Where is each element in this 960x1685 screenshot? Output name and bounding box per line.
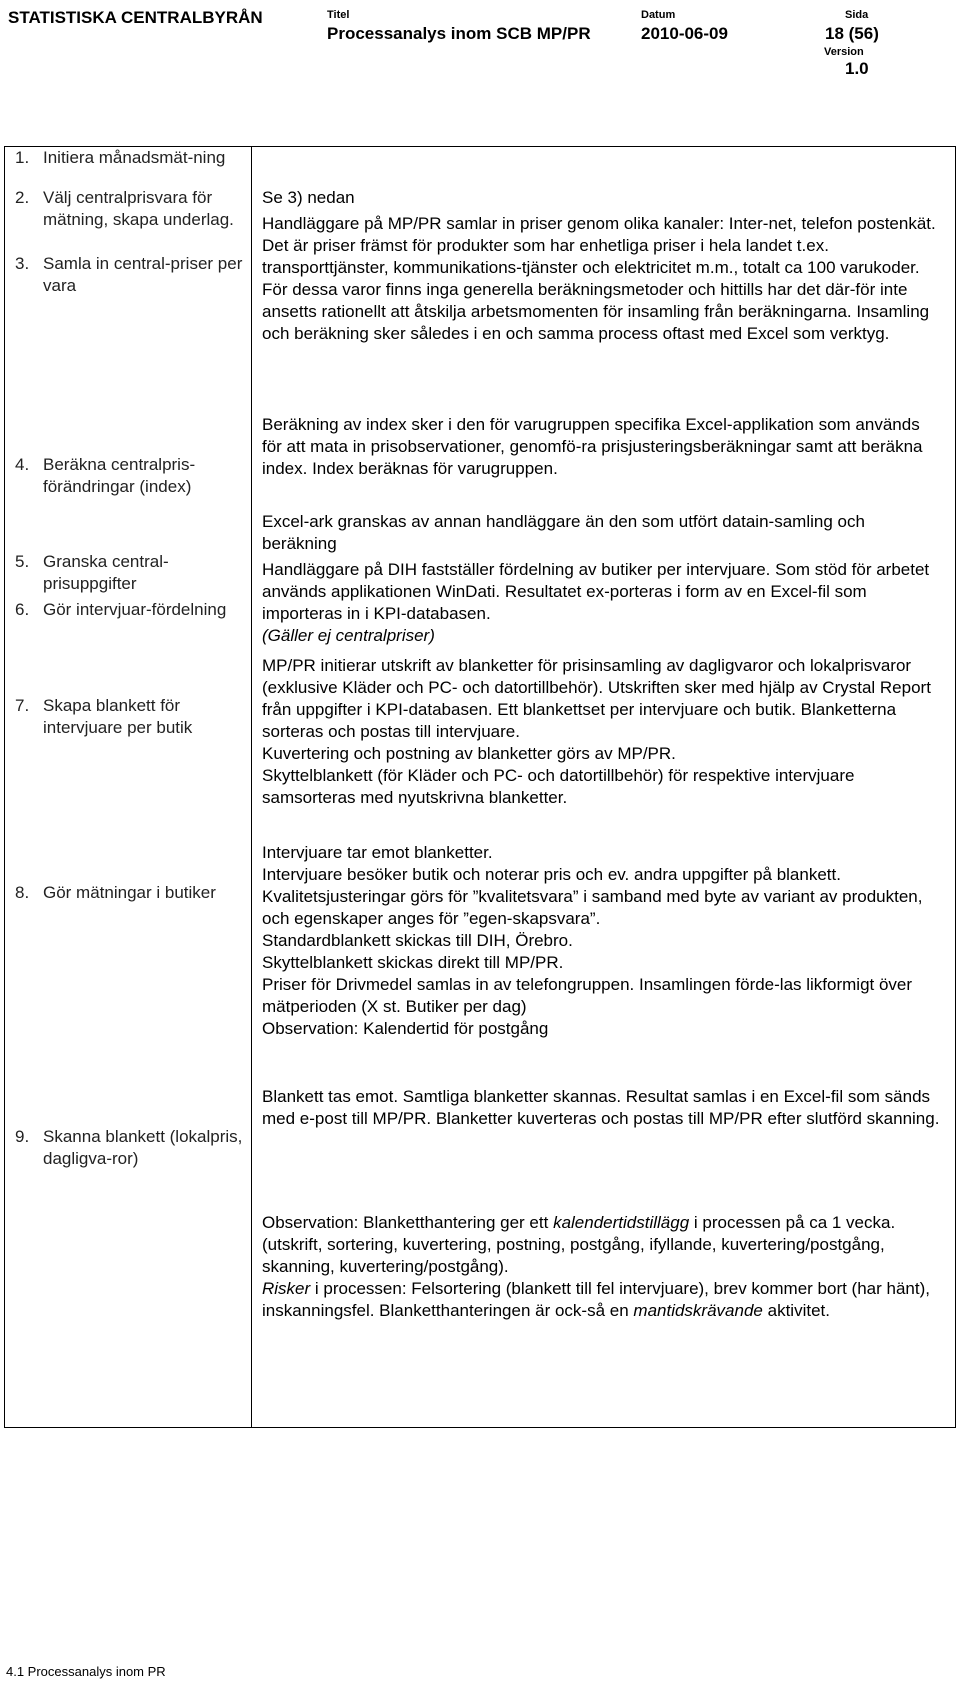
step-4: 4. Beräkna centralpris-förändringar (index) [15,455,196,496]
observation-text: Observation: Blanketthantering ger ett kalendertidstillägg i processen på ca 1 vecka. (utskrift, sortering, kuvertering, postning, postgång, ifyllande, kuvertering/postgång, skanning, kuvertering/postgång). [262,1213,896,1276]
descriptions-column [252,147,956,1428]
risk-text: Risker i processen: Felsortering (blankett till fel intervjuare), brev kommer bort (har hänt), inskanningsfel. Blanketthanteringen är ock-så en mantidskrävande aktivitet. [262,1279,930,1320]
page-footer: 4.1 Processanalys inom PR [6,1664,166,1679]
step-5: 5. Granska central-prisuppgifter [15,552,169,593]
desc-step-5: Excel-ark granskas av annan handläggare än den som utfört datain-samling och beräkning [262,512,865,553]
page-header [0,0,960,80]
process-table [4,146,956,1428]
organization-name: STATISTISKA CENTRALBYRÅN [8,8,263,27]
desc-step-6: Handläggare på DIH fastställer fördelning av butiker per intervjuare. Som stöd för arbetet används applikationen WinDati. Resultatet ex-porteras i form av en Excel-fil som importeras in i KPI-databasen. (Gäller ej centralpriser) [252,559,955,655]
step-3: 3. Samla in central-priser per vara [15,254,243,295]
title-label: Titel [327,9,350,21]
date-label: Datum [641,9,676,21]
scope-note: (Gäller ej centralpriser) [262,626,435,645]
document-date: 2010-06-09 [641,24,728,43]
page-number: 18 (56) [825,24,879,43]
desc-step-8: Intervjuare tar emot blanketter. Intervjuare besöker butik och noterar pris och ev. andra uppgifter på blankett. Kvalitetsjusteringar görs för ”kvalitetsvara” i samband med byte av variant av produkten, och egenskaper anges för ”egen-skapsvara”. Standardblankett skickas till DIH, Örebro. Skyttelblankett skickas direkt till MP/PR. Priser för Drivmedel samlas in av telefongruppen. Insamlingen förde-las likformigt över mätperioden (X st. Butiker per dag) Observation: Kalendertid för postgång [262,843,923,1038]
step-2: 2. Välj centralprisvara för mätning, skapa underlag. [15,188,234,229]
desc-step-4: Beräkning av index sker i den för varugruppen specifika Excel-applikation som används för att mata in prisobservationer, genomfö-ra prisjusteringsberäkningar samt att beräkna index. Index beräknas för varugruppen. [262,415,923,478]
desc-step-9: Blankett tas emot. Samtliga blanketter skannas. Resultat samlas i en Excel-fil som sänds med e-post till MP/PR. Blanketter kuverteras och postas till MP/PR efter slutförd skanning. [262,1087,940,1128]
steps-blank [5,1236,251,1427]
step-1: 1. Initiera månadsmät-ning [15,148,226,167]
desc-step-7: MP/PR initierar utskrift av blanketter för prisinsamling av dagligvaror och lokalprisvaror (exklusive Kläder och PC- och datortillbehör). Utskriften sker med hjälp av Crystal Report från uppgifter i KPI-databasen. Ett blankettset per intervjuare och butik. Blanketterna sorteras och postas till intervjuare. Kuvertering och postning av blanketter görs av MP/PR. Skyttelblankett (för Kläder och PC- och datortillbehör) för respektive intervjuare samsorteras med nyutskrivna blanketter. [262,656,931,807]
steps-column [5,147,252,1428]
version-label: Version [824,46,864,58]
process-row [5,147,956,1428]
version-number: 1.0 [845,59,869,78]
step-8: 8. Gör mätningar i butiker [15,883,216,902]
observation-block [252,1196,955,1387]
document-title: Processanalys inom SCB MP/PR [327,24,591,43]
page-label: Sida [845,9,869,21]
step-9: 9. Skanna blankett (lokalpris, dagligva-ror) [15,1127,243,1168]
desc-step-2: Se 3) nedan [262,188,355,207]
step-7: 7. Skapa blankett för intervjuare per butik [15,696,193,737]
desc-step-3: Handläggare på MP/PR samlar in priser genom olika kanaler: Inter-net, telefon postenkät. Det är priser främst för produkter som har enhetliga priser i hela landet t.ex. transporttjänster, kommunikations-tjänster och elektricitet m.m., totalt ca 100 varukoder. För dessa varor finns inga generella beräkningsmetoder och hittills har det där-för inte ansetts rationellt att åtskilja arbetsmomenten för insamling från beräkningarna. Insamling och beräkning sker således i en och samma process oftast med Excel som verktyg. [262,214,936,343]
step-6: 6. Gör intervjuar-fördelning [15,600,227,619]
